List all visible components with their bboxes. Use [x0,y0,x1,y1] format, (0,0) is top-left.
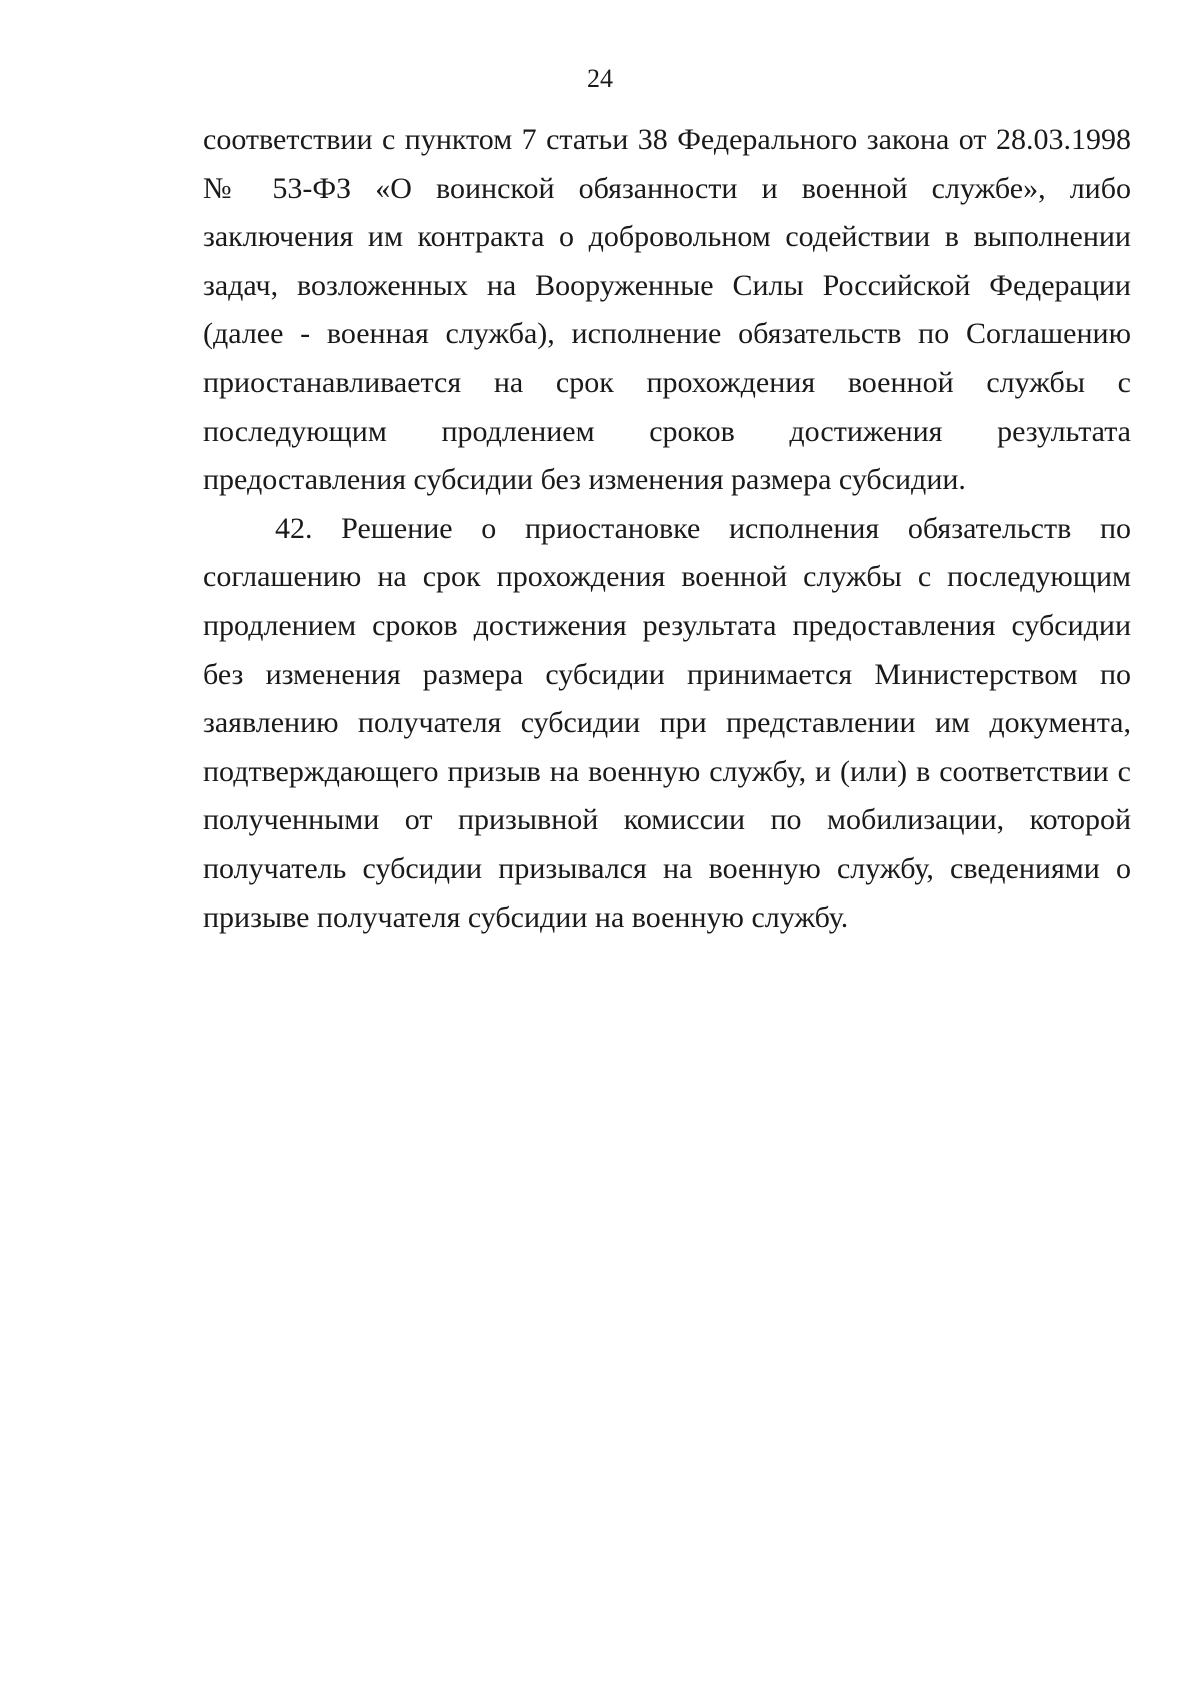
paragraph-continuation: соответствии с пунктом 7 статьи 38 Федерального закона от 28.03.1998 № 53-ФЗ «О воинской обязанности и военной службе», либо заключения им контракта о добровольном содействии в выполнении задач, возложенных на Вооруженные Силы Российской Федерации (далее - военная служба), исполнение обязательств по Соглашению приостанавливается на срок прохождения военной службы с последующим продлением сроков достижения результата предоставления субсидии без изменения размера субсидии. [203,123,1131,497]
page-number: 24 [587,64,613,93]
paragraph-42: 42. Решение о приостановке исполнения обязательств по соглашению на срок прохождения военной службы с последующим продлением сроков достижения результата предоставления субсидии без изменения размера субсидии принимается Министерством по заявлению получателя субсидии при представлении им документа, подтверждающего призыв на военную службу, и (или) в соответствии с полученными от призывной комиссии по мобилизации, которой получатель субсидии призывался на военную службу, сведениями о призыве получателя субсидии на военную службу. [203,511,1131,934]
document-body [203,116,1131,942]
